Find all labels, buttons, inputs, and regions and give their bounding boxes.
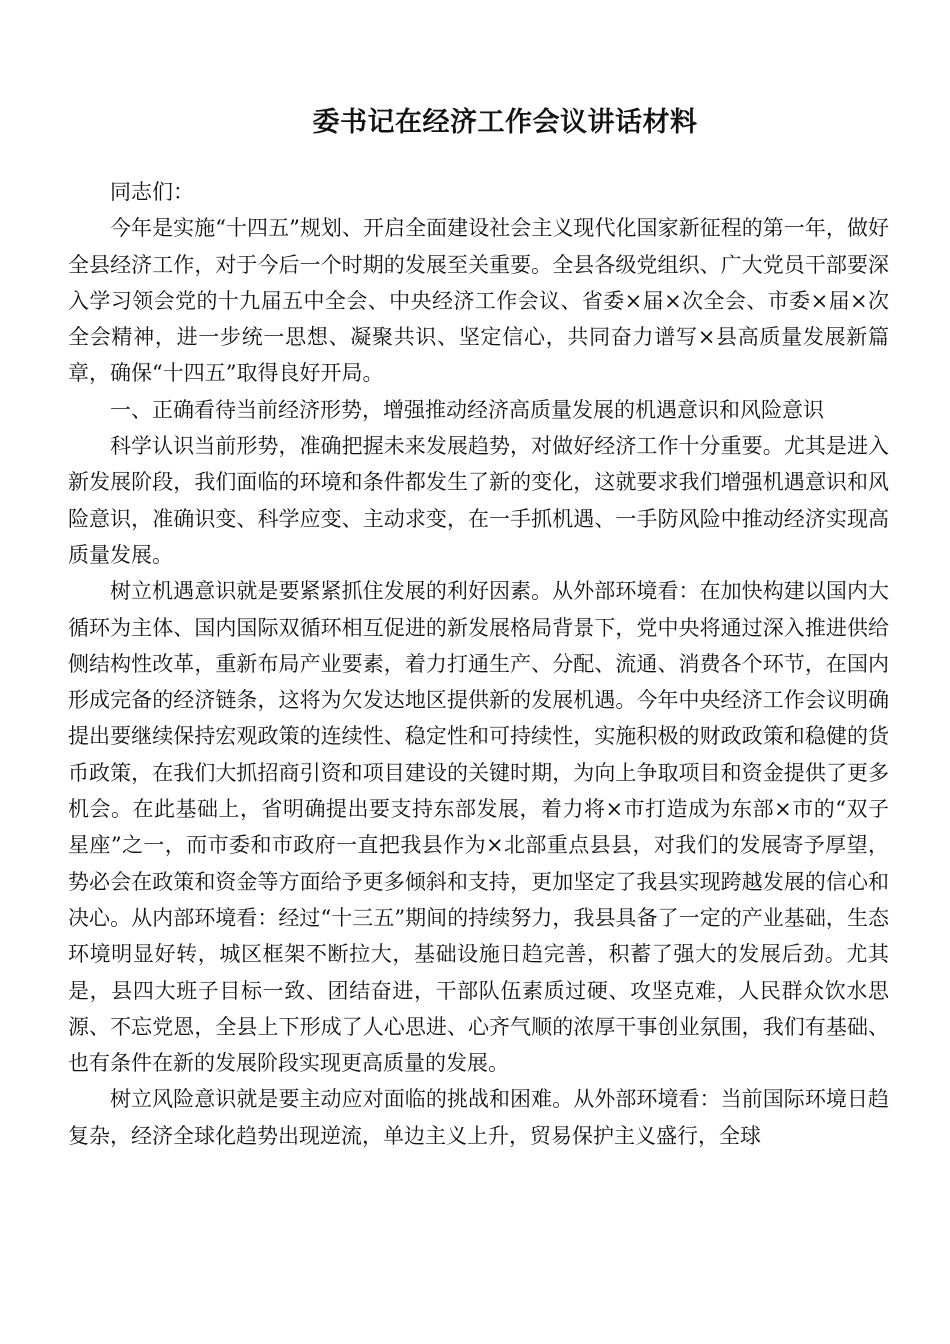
body-paragraph: 科学认识当前形势，准确把握未来发展趋势，对做好经济工作十分重要。尤其是进入新发展阶段，我们面临的环境和条件都发生了新的变化，这就要求我们增强机遇意识和风险意识，准确识变、科学应变、主动求变，在一手抓机遇、一手防风险中推动经济实现高质量发展。 xyxy=(68,434,889,567)
body-paragraph: 树立机遇意识就是要紧紧抓住发展的利好因素。从外部环境看：在加快构建以国内大循环为主体、国内国际双循环相互促进的新发展格局背景下，党中央将通过深入推进供给侧结构性改革，重新布局产业要素，着力打通生产、分配、流通、消费各个环节，在国内形成完备的经济链条，这将为欠发达地区提供新的发展机遇。今年中央经济工作会议明确提出要继续保持宏观政策的连续性、稳定性和可持续性，实施积极的财政政策和稳健的货币政策，在我们大抓招商引资和项目建设的关键时期，为向上争取项目和资金提供了更多机会。在此基础上，省明确提出要支持东部发展，着力将×市打造成为东部×市的“双子星座”之一，而市委和市政府一直把我县作为×北部重点县县，对我们的发展寄予厚望，势必会在政策和资金等方面给予更多倾斜和支持，更加坚定了我县实现跨越发展的信心和决心。从内部环境看：经过“十三五”期间的持续努力，我县具备了一定的产业基础，生态环境明显好转，城区框架不断拉大，基础设施日趋完善，积蓄了强大的发展后劲。尤其是，县四大班子目标一致、团结奋进，干部队伍素质过硬、攻坚克难，人民群众饮水思源、不忘党恩，全县上下形成了人心思进、心齐气顺的浓厚干事创业氛围，我们有基础、也有条件在新的发展阶段实现更高质量的发展。 xyxy=(68,579,889,1076)
intro-paragraph: 今年是实施“十四五”规划、开启全面建设社会主义现代化国家新征程的第一年，做好全县经济工作，对于今后一个时期的发展至关重要。全县各级党组织、广大党员干部要深入学习领会党的十九届五中全会、中央经济工作会议、省委×届×次全会、市委×届×次全会精神，进一步统一思想、凝聚共识、坚定信心，共同奋力谱写×县高质量发展新篇章，确保“十四五”取得良好开局。 xyxy=(68,216,889,386)
section-heading: 一、正确看待当前经济形势，增强推动经济高质量发展的机遇意识和风险意识 xyxy=(110,397,824,422)
document-title: 委书记在经济工作会议讲话材料 xyxy=(312,107,698,138)
salutation-paragraph: 同志们： xyxy=(110,180,194,204)
body-paragraph: 树立风险意识就是要主动应对面临的挑战和困难。从外部环境看：当前国际环境日趋复杂，经济全球化趋势出现逆流，单边主义上升，贸易保护主义盛行，全球 xyxy=(68,1087,889,1148)
document-body xyxy=(68,174,889,1154)
